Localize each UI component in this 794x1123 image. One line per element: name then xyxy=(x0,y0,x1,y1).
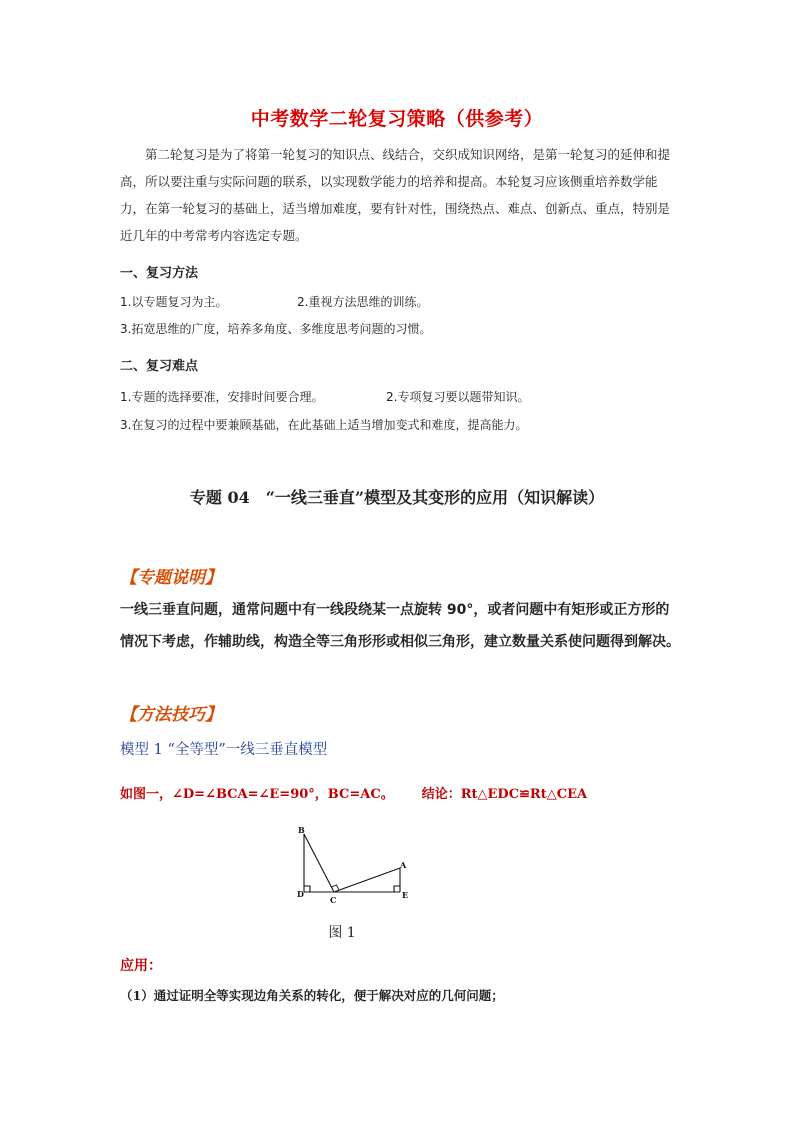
application-heading: 应用： xyxy=(120,958,162,974)
conclusion-text: 结论：Rt△EDC≌Rt△CEA xyxy=(421,787,588,802)
application-item1: （1）通过证明全等实现边角关系的转化，便于解决对应的几何问题； xyxy=(120,988,504,1003)
label-a: A xyxy=(400,860,407,870)
label-c: C xyxy=(330,895,337,904)
section1-heading: 一、复习方法 xyxy=(120,266,199,281)
page-title: 中考数学二轮复习策略（供参考） xyxy=(250,108,544,130)
condition-text: 如图一，∠D=∠BCA=∠E=90°，BC=AC。 xyxy=(120,787,394,802)
right-angle-e xyxy=(394,886,400,892)
condition-line xyxy=(120,783,587,802)
section2-heading: 二、复习难点 xyxy=(120,359,199,374)
method-tag: 【方法技巧】 xyxy=(120,705,222,725)
right-angle-d xyxy=(304,886,310,892)
intro-paragraph: 第二轮复习是为了将第一轮复习的知识点、线结合，交织成知识网络，是第一轮复习的延伸和提高，所以要注重与实际问题的联系，以实现数学能力的培养和提高。本轮复习应该侧重培养数学能力，在第一轮复习的基础上，适当增加难度，要有针对性，围绕热点、难点、创新点、重点，特别是近几年的中考常考内容选定专题。 xyxy=(120,147,671,243)
section1-item3: 3.拓宽思维的广度，培养多角度、多维度思考问题的习惯。 xyxy=(120,322,432,336)
section1-item2: 2.重视方法思维的训练。 xyxy=(297,295,429,309)
section2-item3: 3.在复习的过程中要兼顾基础，在此基础上适当增加变式和难度，提高能力。 xyxy=(120,418,528,432)
section1-item1: 1.以专题复习为主。 xyxy=(120,295,228,309)
geometry-figure xyxy=(292,824,412,904)
segment-ca xyxy=(334,868,400,892)
explain-tag: 【专题说明】 xyxy=(120,568,222,588)
section2-item1: 1.专题的选择要准，安排时间要合理。 xyxy=(120,390,324,404)
topic-title: 专题 04 “一线三垂直”模型及其变形的应用（知识解读） xyxy=(189,488,605,507)
section2-item2: 2.专项复习要以题带知识。 xyxy=(386,390,530,404)
figure-caption: 图 1 xyxy=(328,925,356,941)
label-d: D xyxy=(297,889,304,899)
model-title: 模型 1 “全等型”一线三垂直模型 xyxy=(120,742,328,758)
label-b: B xyxy=(298,825,305,835)
label-e: E xyxy=(402,890,409,900)
segment-bc xyxy=(304,834,334,892)
explain-paragraph: 一线三垂直问题，通常问题中有一线段绕某一点旋转 90°，或者问题中有矩形或正方形的情况下考虑，作辅助线，构造全等三角形形或相似三角形，建立数量关系使问题得到解决。 xyxy=(120,602,680,650)
